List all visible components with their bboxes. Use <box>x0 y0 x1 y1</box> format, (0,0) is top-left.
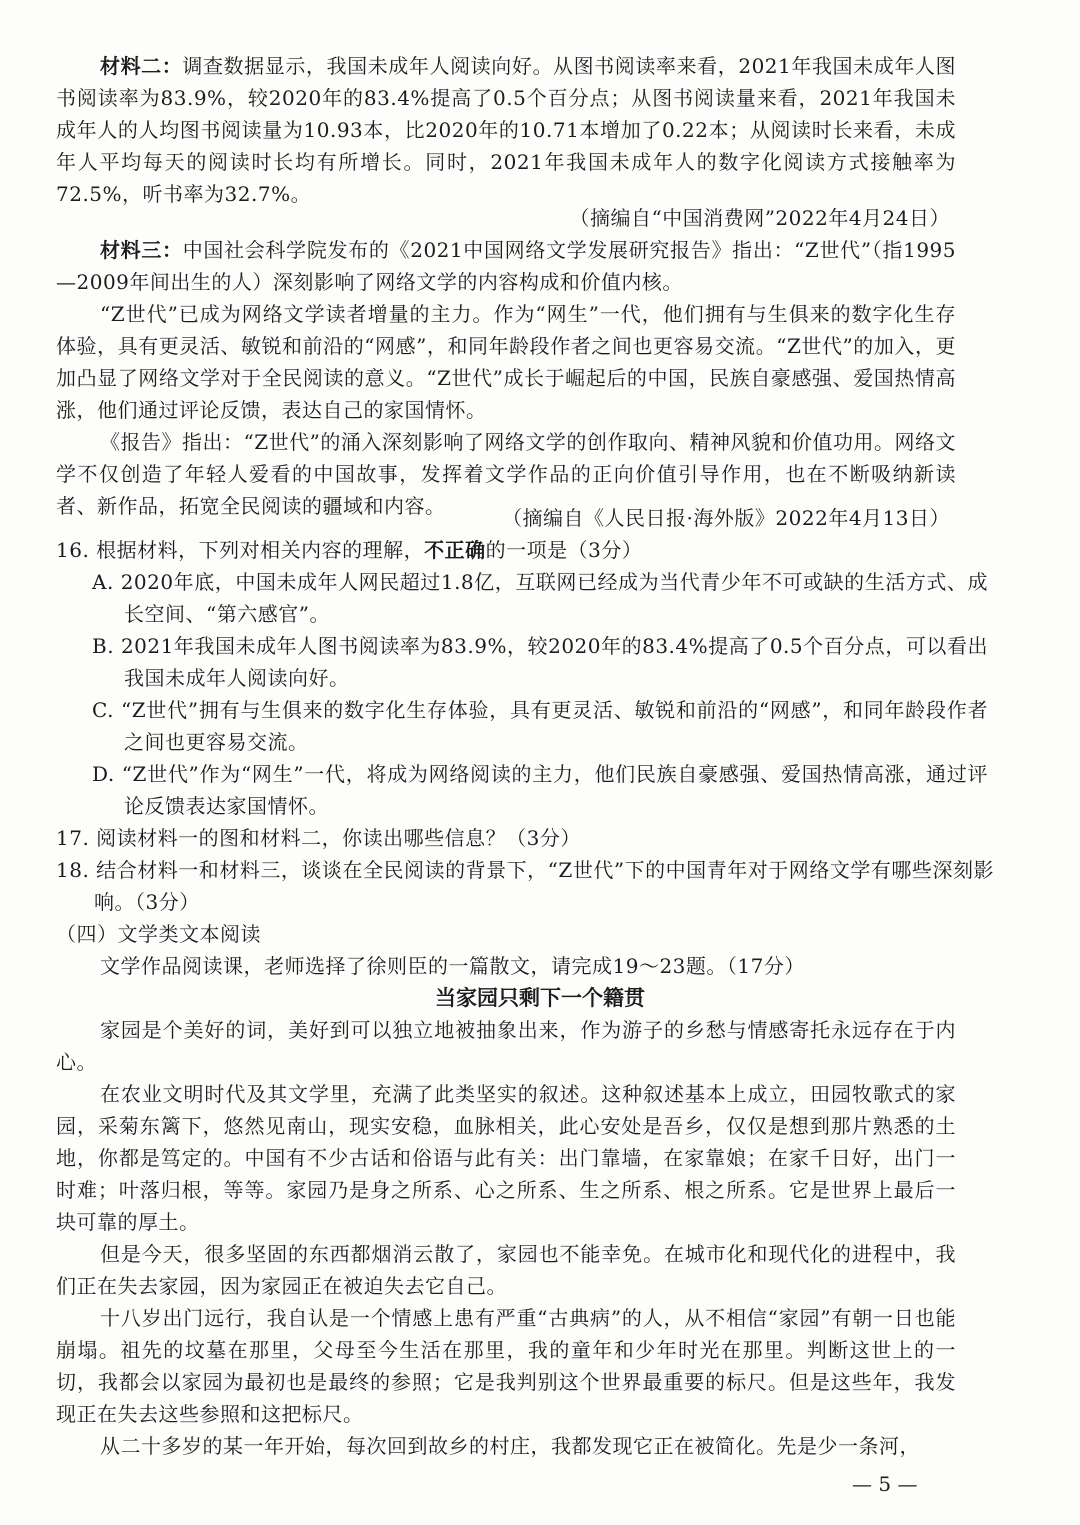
q16-stem-end: 的一项是（3分） <box>485 538 643 562</box>
material3-paragraph-2: “Z世代”已成为网络文学读者增量的主力。作为“网生”一代，他们拥有与生俱来的数字化生存体验，具有更灵活、敏锐和前沿的“网感”，和同年龄段作者之间也更容易交流。“Z世代”的加入，更加凸显了网络文学对于全民阅读的意义。“Z世代”成长于崛起后的中国，民族自豪感强、爱国热情高涨，他们通过评论反馈，表达自己的家国情怀。 <box>56 302 956 422</box>
essay-paragraph-1: 家园是个美好的词，美好到可以独立地被抽象出来，作为游子的乡愁与情感寄托永远存在于内心。 <box>56 1018 956 1074</box>
material2-paragraph <box>56 50 956 210</box>
material3-text: 中国社会科学院发布的《2021中国网络文学发展研究报告》指出：“Z世代”（指1995—2009年间出生的人）深刻影响了网络文学的内容构成和价值内核。 <box>56 238 956 294</box>
essay-title: 当家园只剩下一个籍贯 <box>435 985 645 1010</box>
material3-source: （摘编自《人民日报·海外版》2022年4月13日） <box>502 506 950 530</box>
essay-paragraph-3: 但是今天，很多坚固的东西都烟消云散了，家园也不能幸免。在城市化和现代化的进程中，我们正在失去家园，因为家园正在被迫失去它自己。 <box>56 1242 956 1298</box>
material2-text: 调查数据显示，我国未成年人阅读向好。从图书阅读率来看，2021年我国未成年人图书阅读率为83.9%，较2020年的83.4%提高了0.5个百分点；从图书阅读量来看，2021年我国未成年人的人均图书阅读量为10.93本，比2020年的10.71本增加了0.22本；从阅读时长来看，未成年人平均每天的阅读时长均有所增长。同时，2021年我国未成年人的数字化阅读方式接触率为72.5%，听书率为32.7%。 <box>56 54 956 206</box>
q16-option-a: A. 2020年底，中国未成年人网民超过1.8亿，互联网已经成为当代青少年不可或缺的生活方式、成长空间、“第六感官”。 <box>92 570 988 626</box>
essay-paragraph-4: 十八岁出门远行，我自认是一个情感上患有严重“古典病”的人，从不相信“家园”有朝一日也能崩塌。祖先的坟墓在那里，父母至今生活在那里，我的童年和少年时光在那里。判断这世上的一切，我都会以家园为最初也是最终的参照；它是我判别这个世界最重要的标尺。但是这些年，我发现正在失去这些参照和这把标尺。 <box>56 1306 956 1426</box>
q16-stem-text: 16. 根据材料，下列对相关内容的理解， <box>56 538 425 562</box>
material2-source: （摘编自“中国消费网”2022年4月24日） <box>569 206 950 230</box>
section-4-heading: （四）文学类文本阅读 <box>56 922 261 946</box>
material3-paragraph-3: 《报告》指出：“Z世代”的涌入深刻影响了网络文学的创作取向、精神风貌和价值功用。网络文学不仅创造了年轻人爱看的中国故事，发挥着文学作品的正向价值引导作用，也在不断吸纳新读者、新作品，拓宽全民阅读的疆域和内容。 <box>56 430 956 518</box>
material3-label: 材料三： <box>100 238 183 262</box>
material3-paragraph <box>56 234 956 298</box>
page-number: — 5 — <box>852 1472 918 1496</box>
essay-paragraph-2: 在农业文明时代及其文学里，充满了此类坚实的叙述。这种叙述基本上成立，田园牧歌式的家园，采菊东篱下，悠然见南山，现实安稳，血脉相关，此心安处是吾乡，仅仅是想到那片熟悉的土地，你都是笃定的。中国有不少古话和俗语与此有关：出门靠墙，在家靠娘；在家千日好，出门一时难；叶落归根，等等。家园乃是身之所系、心之所系、生之所系、根之所系。它是世界上最后一块可靠的厚土。 <box>56 1082 956 1234</box>
material2-label: 材料二： <box>100 54 183 78</box>
question-18: 18. 结合材料一和材料三，谈谈在全民阅读的背景下，“Z世代”下的中国青年对于网络文学有哪些深刻影响。（3分） <box>56 858 994 914</box>
question-17: 17. 阅读材料一的图和材料二，你读出哪些信息？（3分） <box>56 826 581 850</box>
q16-option-b: B. 2021年我国未成年人图书阅读率为83.9%，较2020年的83.4%提高了0.5个百分点，可以看出我国未成年人阅读向好。 <box>92 634 988 690</box>
question-16-stem <box>56 534 956 566</box>
q16-option-d: D. “Z世代”作为“网生”一代，将成为网络阅读的主力，他们民族自豪感强、爱国热情高涨，通过评论反馈表达家国情怀。 <box>92 762 988 818</box>
essay-paragraph-5: 从二十多岁的某一年开始，每次回到故乡的村庄，我都发现它正在被简化。先是少一条河， <box>100 1434 920 1458</box>
section-4-intro: 文学作品阅读课，老师选择了徐则臣的一篇散文，请完成19～23题。（17分） <box>100 954 805 978</box>
q16-emphasis: 不正确 <box>424 538 486 562</box>
q16-option-c: C. “Z世代”拥有与生俱来的数字化生存体验，具有更灵活、敏锐和前沿的“网感”，和同年龄段作者之间也更容易交流。 <box>92 698 988 754</box>
